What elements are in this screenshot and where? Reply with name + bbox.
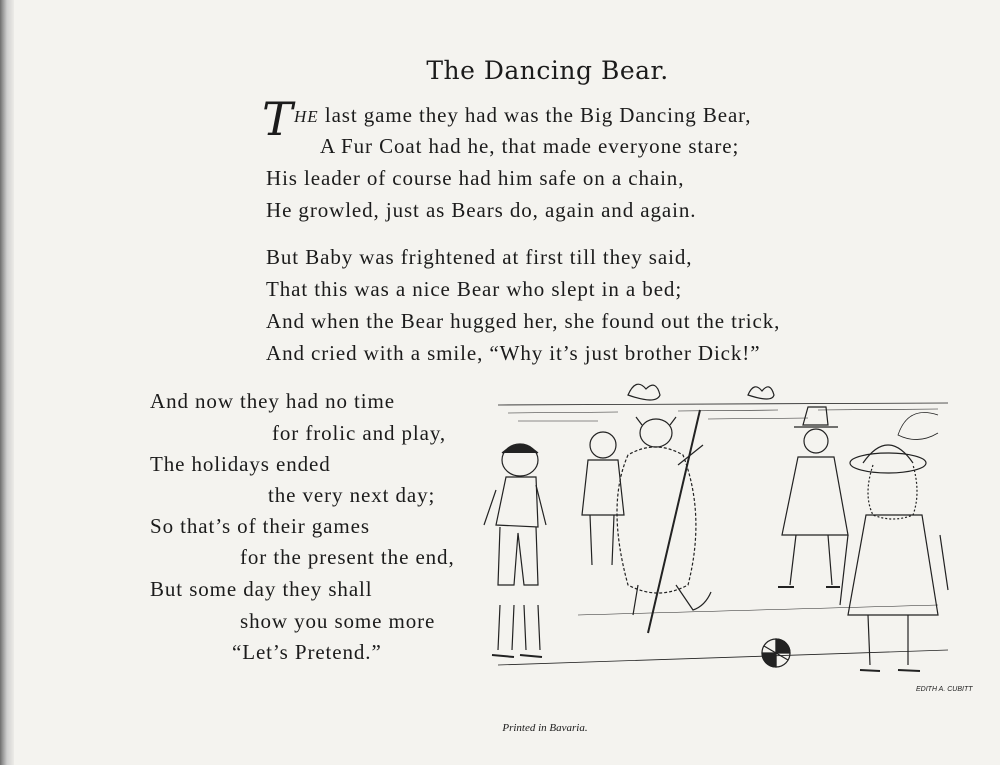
stanza-3-line-7: But some day they shall — [150, 577, 373, 601]
printed-in-note: Printed in Bavaria. — [502, 722, 588, 734]
stanza-1-line-1-start: HE — [294, 107, 319, 126]
stanza-1-line-3: His leader of course had him safe on a chain, — [266, 166, 685, 190]
book-gutter — [0, 0, 14, 765]
boy-with-hat-figure — [778, 407, 848, 587]
stanza-2-line-4: And cried with a smile, “Why it’s just brother Dick!” — [266, 341, 761, 365]
stanza-3-line-3: The holidays ended — [150, 452, 331, 476]
striped-ball — [762, 639, 790, 667]
sailor-boy-figure — [484, 444, 546, 657]
stanza-2-line-3: And when the Bear hugged her, she found out the trick, — [266, 309, 781, 333]
bear-figure — [617, 417, 711, 615]
stanza-3-line-5: So that’s of their games — [150, 514, 370, 538]
stanza-3-line-6: for the present the end, — [240, 545, 455, 569]
small-girl-figure — [582, 432, 624, 565]
stanza-3-line-4: the very next day; — [268, 483, 436, 507]
poem-title: The Dancing Bear. — [426, 56, 669, 85]
stanza-2-line-1: But Baby was frightened at first till they said, — [266, 245, 693, 269]
leader-stick — [648, 410, 700, 633]
artist-signature: EDITH A. CUBITT — [916, 686, 973, 693]
stanza-3-line-1: And now they had no time — [150, 389, 395, 413]
stanza-3-line-9: “Let’s Pretend.” — [232, 640, 382, 664]
drop-cap: T — [262, 92, 293, 146]
stanza-1-line-1-rest: last game they had was the Big Dancing Bear, — [324, 103, 752, 127]
stanza-2-line-2: That this was a nice Bear who slept in a bed; — [266, 277, 683, 301]
tree-right — [748, 387, 774, 399]
stanza-3-line-8: show you some more — [240, 609, 436, 633]
stanza-1-line-1 — [294, 103, 751, 128]
stanza-3-line-2: for frolic and play, — [272, 421, 447, 445]
girl-with-bonnet-figure — [840, 445, 948, 671]
stanza-1-line-4: He growled, just as Bears do, again and again. — [266, 198, 697, 222]
stanza-1-line-2: A Fur Coat had he, that made everyone stare; — [320, 134, 740, 158]
tree-left — [628, 384, 660, 400]
dancing-bear-illustration — [478, 365, 973, 695]
